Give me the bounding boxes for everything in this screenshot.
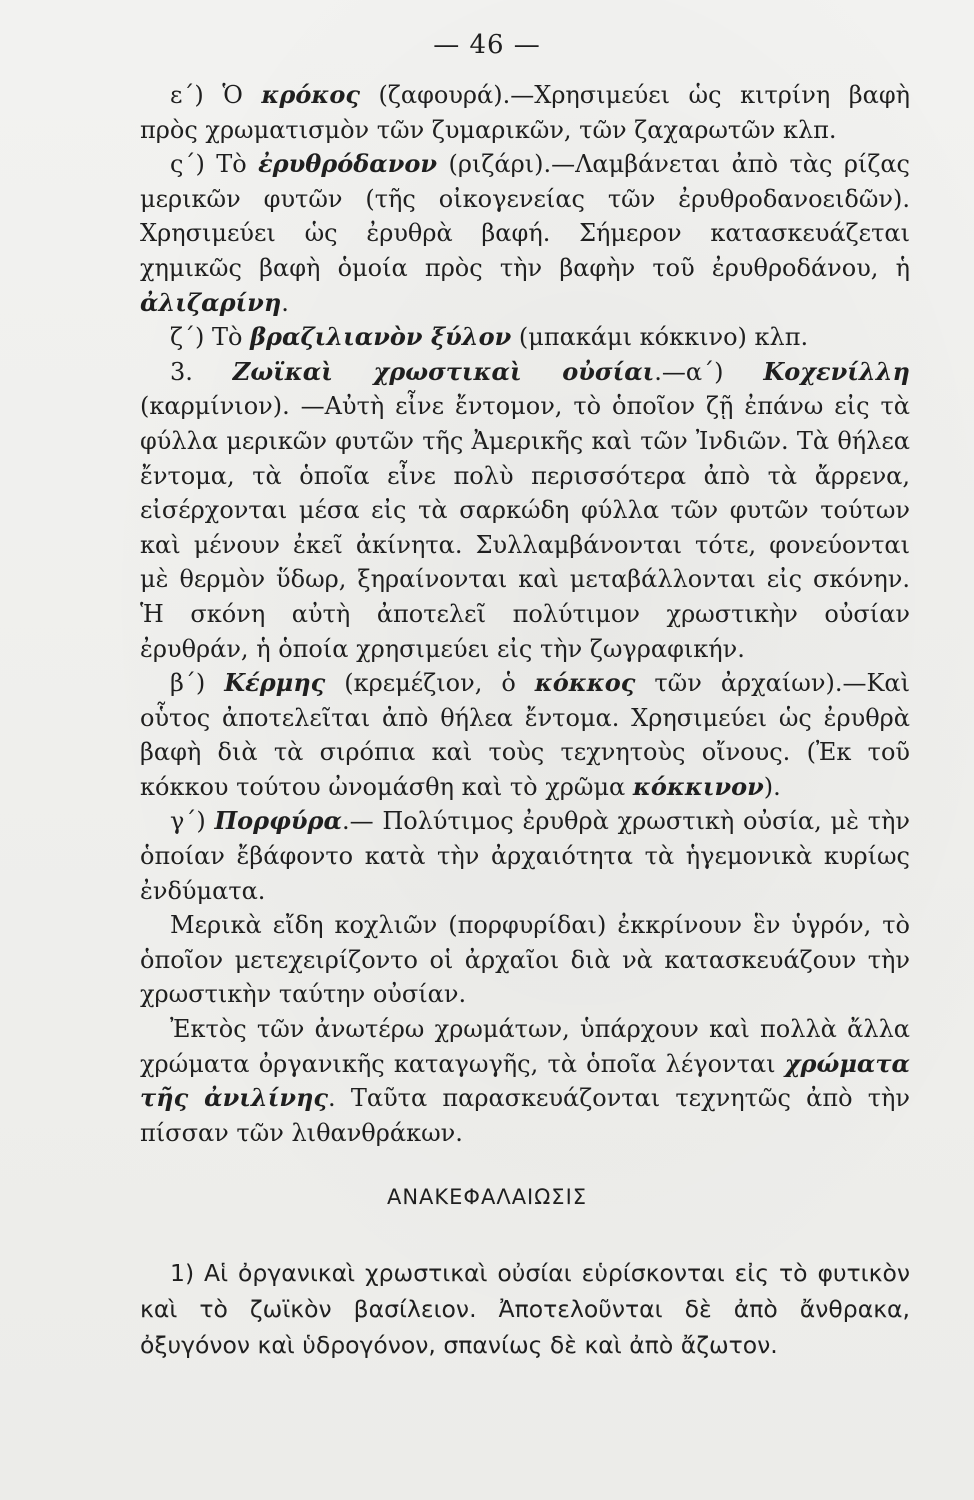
term-alizarin: ἀλιζαρίνη xyxy=(140,287,282,317)
paragraph-brazilwood: ζ΄) Τὸ βραζιλιανὸν ξύλον (μπακάμι κόκκινο) κλπ. xyxy=(170,322,809,352)
paragraph-snails: Μερικὰ εἴδη κοχλιῶν (πορφυρίδαι) ἐκκρίνουν ἓν ὑγρόν, τὸ ὁποῖον μετεχειρίζοντο οἱ ἀρχαῖοι διὰ νὰ κατασκευάζουν τὴν χρωστικὴν ταύτην οὐσίαν. xyxy=(140,911,910,1009)
term-erythrodanon: ἐρυθρόδανον xyxy=(258,149,438,179)
term-brazilwood: βραζιλιανὸν ξύλον xyxy=(250,322,512,352)
paragraph-madder: ς΄) Τὸ ἐρυθρόδανον (ριζάρι).—Λαμβάνεται ἀπὸ τὰς ρίζας μερικῶν φυτῶν (τῆς οἰκογενείας τῶν ἐρυθροδανοειδῶν). Χρησιμεύει ὡς ἐρυθρὰ βαφή. Σήμερον κατασκευάζεται χημικῶς βαφὴ ὁμοία πρὸς τὴν βαφὴν τοῦ ἐρυθροδάνου, ἡ ἀλιζαρίνη. xyxy=(140,149,910,317)
paragraph-crocus: ε΄) Ὁ κρόκος (ζαφουρά).—Χρησιμεύει ὡς κιτρίνη βαφὴ πρὸς χρωματισμὸν τῶν ζυμαρικῶν, τῶν ζαχαρωτῶν κλπ. xyxy=(140,80,910,144)
paragraph-purple: γ΄) Πορφύρα.— Πολύτιμος ἐρυθρὰ χρωστικὴ οὐσία, μὲ τὴν ὁποίαν ἔβάφοντο κατὰ τὴν ἀρχαιότητα τὰ ἡγεμονικὰ κυρίως ἐνδύματα. xyxy=(140,806,910,905)
term-kokkinon: κόκκινον xyxy=(632,771,764,801)
summary-text xyxy=(140,1255,910,1363)
page-number: — 46 — xyxy=(433,30,541,60)
term-kermes: Κέρμης xyxy=(224,668,326,698)
paragraph-animal-dyes: 3. Ζωϊκαὶ χρωστικαὶ οὐσίαι.—α΄) Κοχενίλλη (καρμίνιον). —Αὐτὴ εἶνε ἔντομον, τὸ ὁποῖον ζῇ ἐπάνω εἰς τὰ φύλλα μερικῶν φυτῶν τῆς Ἀμερικῆς καὶ τῶν Ἰνδιῶν. Τὰ θήλεα ἔντομα, τὰ ὁποῖα εἶνε πολὺ περισσότερα ἀπὸ τὰ ἄρρενα, εἰσέρχονται μέσα εἰς τὰ σαρκώδη φύλλα τῶν φυτῶν τούτων καὶ μένουν ἐκεῖ ἀκίνητα. Συλλαμβάνονται τότε, φονεύονται μὲ θερμὸν ὕδωρ, ξηραίνονται καὶ μεταβάλλονται εἰς σκόνην. Ἡ σκόνη αὐτὴ ἀποτελεῖ πολύτιμον χρωστικὴν οὐσίαν ἐρυθράν, ἡ ὁποία χρησιμεύει εἰς τὴν ζωγραφικήν. xyxy=(140,356,910,663)
summary-item-1: 1) Αἱ ὀργανικαὶ χρωστικαὶ οὐσίαι εὑρίσκονται εἰς τὸ φυτικὸν καὶ τὸ ζωϊκὸν βασίλειον. Ἀποτελοῦνται δὲ ἀπὸ ἄνθρακα, ὀξυγόνον καὶ ὑδρογόνον, σπανίως δὲ καὶ ἀπὸ ἄζωτον. xyxy=(140,1259,910,1359)
body-text xyxy=(140,78,910,1150)
summary-heading: ΑΝΑΚΕΦΑΛΑΙΩΣΙΣ xyxy=(386,1185,588,1209)
term-krokos: κρόκος xyxy=(261,80,360,109)
term-cochineal: Κοχενίλλη xyxy=(763,356,910,386)
paragraph-kermes: β΄) Κέρμης (κρεμέζιον, ὁ κόκκος τῶν ἀρχαίων).—Καὶ οὗτος ἀποτελεῖται ἀπὸ θήλεα ἔντομα. Χρησιμεύει ὡς ἐρυθρὰ βαφὴ διὰ τὰ σιρόπια καὶ τοὺς τεχνητοὺς οἴνους. (Ἐκ τοῦ κόκκου τούτου ὠνομάσθη καὶ τὸ χρῶμα κόκκινον). xyxy=(140,668,910,801)
term-porphyra: Πορφύρα xyxy=(214,806,342,836)
term-aniline-colors: χρώματα τῆς ἀνιλίνης xyxy=(140,1048,910,1113)
section-heading-animal-dyes: Ζωϊκαὶ χρωστικαὶ οὐσίαι xyxy=(232,356,655,386)
term-kokkos: κόκκος xyxy=(534,668,636,698)
paragraph-aniline: Ἐκτὸς τῶν ἀνωτέρω χρωμάτων, ὑπάρχουν καὶ πολλὰ ἄλλα χρώματα ὀργανικῆς καταγωγῆς, τὰ ὁποῖα λέγονται χρώματα τῆς ἀνιλίνης. Ταῦτα παρασκευάζονται τεχνητῶς ἀπὸ τὴν πίσσαν τῶν λιθανθράκων. xyxy=(140,1015,910,1147)
